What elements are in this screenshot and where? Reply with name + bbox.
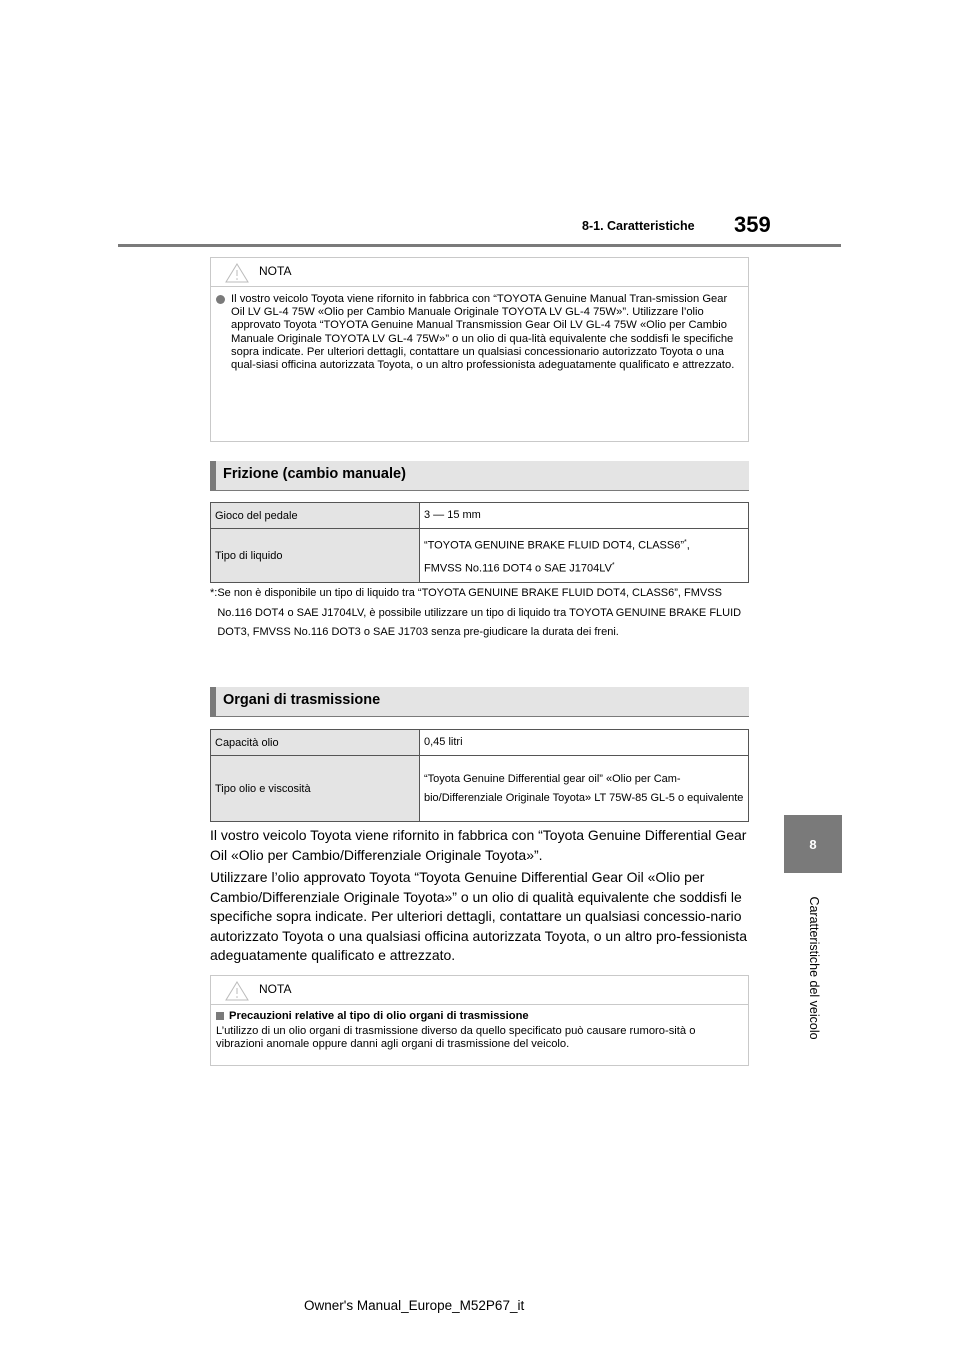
notice-box xyxy=(210,975,749,1066)
bullet-icon xyxy=(216,295,225,304)
footnote-ref: * xyxy=(611,561,615,569)
chapter-tab: 8 xyxy=(784,815,842,873)
fluid-line-1: “TOYOTA GENUINE BRAKE FLUID DOT4, CLASS6” xyxy=(424,539,684,552)
footnote-mark: *: xyxy=(210,587,218,599)
body-paragraph xyxy=(210,826,750,865)
heading-text: Frizione (cambio manuale) xyxy=(223,466,406,482)
table-row xyxy=(211,730,749,756)
table-row xyxy=(211,756,749,822)
transmission-spec-table xyxy=(210,729,749,822)
notice-body xyxy=(211,1005,748,1060)
heading-bar xyxy=(210,461,216,490)
table-label: Tipo olio e viscosità xyxy=(211,756,420,822)
warning-triangle-icon xyxy=(225,263,249,283)
clutch-spec-table xyxy=(210,502,749,583)
footnote-ref: * xyxy=(683,538,687,546)
heading-bar xyxy=(210,687,216,716)
notice-subtitle: Precauzioni relative al tipo di olio organi di trasmissione xyxy=(229,1010,529,1022)
notice-header xyxy=(211,976,748,1005)
warning-triangle-icon xyxy=(225,981,249,1001)
notice-title: NOTA xyxy=(259,982,292,996)
footnote xyxy=(210,584,750,643)
header-divider xyxy=(118,244,841,247)
section-title: 8-1. Caratteristiche xyxy=(582,219,695,233)
table-row xyxy=(211,503,749,529)
table-label: Tipo di liquido xyxy=(211,529,420,583)
bullet-icon xyxy=(216,1012,224,1020)
punctuation: , xyxy=(686,539,690,552)
notice-text: Il vostro veicolo Toyota viene rifornito in fabbrica con “TOYOTA Genuine Manual Tran-smission Gear Oil LV GL-4 75W «Olio per Cambio Manuale Originale TOYOTA LV GL-4 75W»”. Utilizzare l’olio approvato Toyota “TOYOTA Genuine Manual Transmission Gear Oil LV GL-4 75W «Olio per Cambio Manuale Originale TOYOTA LV GL-4 75W»” o un olio di qua-lità equivalente che soddisfi le specifiche sopra indicate. Per ulteriori dettagli, contattare un qualsiasi concessionario autorizzato Toyota o una qual-siasi officina autorizzata Toyota, o un altro professionista adeguatamente qualificato e attrezzato. xyxy=(231,293,735,372)
table-value xyxy=(420,529,749,583)
section-heading-transmission xyxy=(210,687,749,717)
page-number: 359 xyxy=(734,212,771,237)
table-label: Capacità olio xyxy=(211,730,420,756)
notice-header xyxy=(211,258,748,287)
chapter-label xyxy=(804,878,824,1058)
paragraph-text: Utilizzare l’olio approvato Toyota “Toyota Genuine Differential Gear Oil «Olio per Cambio/Differenziale Originale Toyota»” o un olio di qualità equivalente che soddisfi le specifiche sopra indicate. Per ulteriori dettagli, contattare un qualsiasi concessio-nario autorizzato Toyota o una qualsiasi officina autorizzata Toyota, o un altro pro-fessionista adeguatamente qualificato e attrezzato. xyxy=(210,869,747,963)
notice-body xyxy=(211,287,748,380)
notice-title: NOTA xyxy=(259,264,292,278)
table-value: 3 — 15 mm xyxy=(420,503,749,529)
notice-box xyxy=(210,257,749,442)
paragraph-text: Il vostro veicolo Toyota viene rifornito in fabbrica con “Toyota Genuine Differential Gear Oil «Olio per Cambio/Differenziale Originale Toyota»”. xyxy=(210,827,747,863)
heading-text: Organi di trasmissione xyxy=(223,692,381,708)
footnote-text: Se non è disponibile un tipo di liquido tra “TOYOTA GENUINE BRAKE FLUID DOT4, CLASS6”, FMVSS No.116 DOT4 o SAE J1704LV, è possibile utilizzare un tipo di liquido tra TOYOTA GENUINE BRAKE FLUID DOT3, FMVSS No.116 DOT3 o SAE J1703 senza pre-giudicare la durata dei freni. xyxy=(217,587,742,638)
footer-text: Owner's Manual_Europe_M52P67_it xyxy=(304,1298,525,1313)
notice-text: L’utilizzo di un olio organi di trasmissione diverso da quello specificato può causare rumoro-sità o vibrazioni anomale oppure danni agli organi di trasmissione del veicolo. xyxy=(216,1025,696,1051)
fluid-line-2: FMVSS No.116 DOT4 o SAE J1704LV xyxy=(424,562,612,575)
chapter-label-text: Caratteristiche del veicolo xyxy=(807,896,821,1040)
table-label: Gioco del pedale xyxy=(211,503,420,529)
table-row xyxy=(211,529,749,583)
body-paragraph xyxy=(210,868,750,966)
section-heading-clutch xyxy=(210,461,749,491)
table-value: “Toyota Genuine Differential gear oil” «Olio per Cam-bio/Differenziale Originale Toyota» LT 75W-85 GL-5 o equivalente xyxy=(420,756,749,822)
table-value: 0,45 litri xyxy=(420,730,749,756)
